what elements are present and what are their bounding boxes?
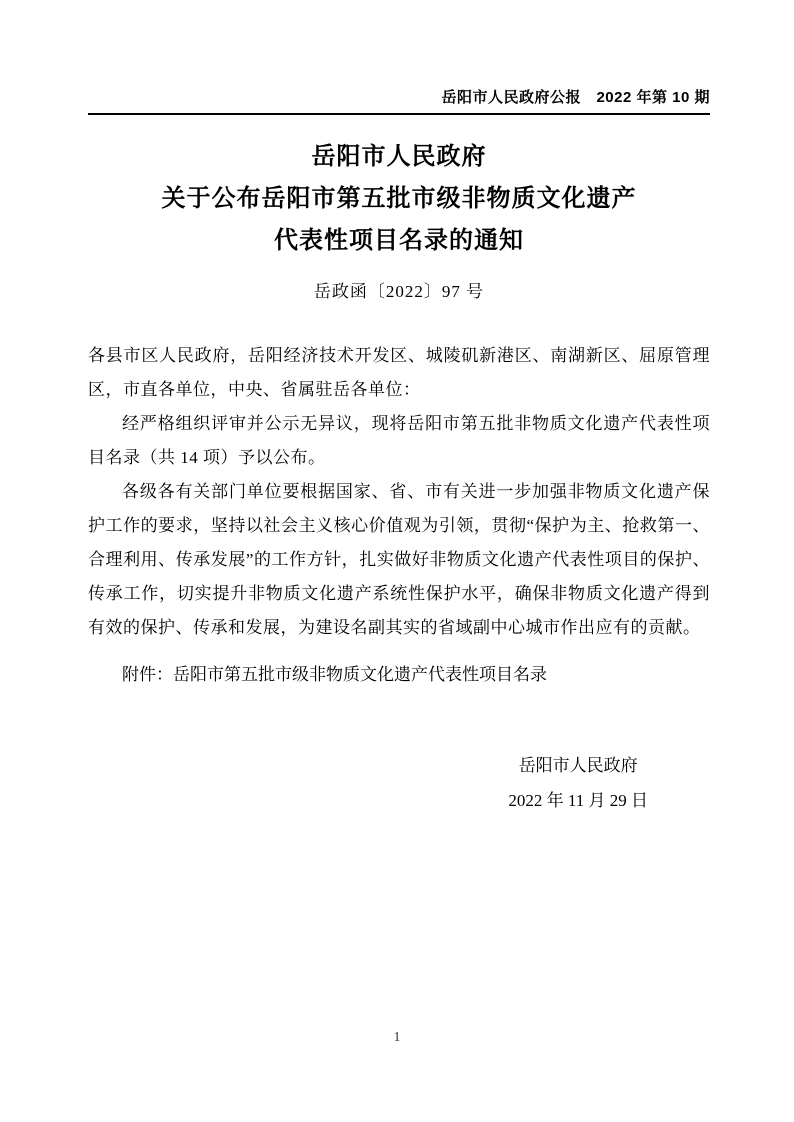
salutation-paragraph: 各县市区人民政府，岳阳经济技术开发区、城陵矶新港区、南湖新区、屈原管理区，市直各单位，中央、省属驻岳各单位： <box>88 346 710 399</box>
attachment-line: 附件：岳阳市第五批市级非物质文化遗产代表性项目名录 <box>122 665 547 684</box>
notice-title <box>88 136 710 262</box>
signature-block <box>88 748 710 818</box>
signature-issuer: 岳阳市人民政府 <box>518 756 638 775</box>
page-number: 1 <box>393 1030 401 1045</box>
body-paragraph-2: 各级各有关部门单位要根据国家、省、市有关进一步加强非物质文化遗产保护工作的要求，坚持以社会主义核心价值观为引领，贯彻“保护为主、抢救第一、合理利用、传承发展”的工作方针，扎实做好非物质文化遗产代表性项目的保护、传承工作，切实提升非物质文化遗产系统性保护水平，确保非物质文化遗产得到有效的保护、传承和发展，为建设名副其实的省域副中心城市作出应有的贡献。 <box>88 482 710 637</box>
notice-body <box>88 339 710 645</box>
notice-title-line-1: 岳阳市人民政府 <box>311 144 487 170</box>
gazette-running-head: 岳阳市人民政府公报 2022 年第 10 期 <box>441 89 710 106</box>
notice-title-line-3: 代表性项目名录的通知 <box>274 228 524 254</box>
body-paragraph-1: 经严格组织评审并公示无异议，现将岳阳市第五批非物质文化遗产代表性项目名录（共 14 项）予以公布。 <box>88 414 710 467</box>
header-rule <box>88 113 710 115</box>
doc-reference-number: 岳政函〔2022〕97 号 <box>313 282 485 301</box>
notice-title-line-2: 关于公布岳阳市第五批市级非物质文化遗产 <box>161 186 637 212</box>
signature-date: 2022 年 11 月 29 日 <box>508 791 648 810</box>
